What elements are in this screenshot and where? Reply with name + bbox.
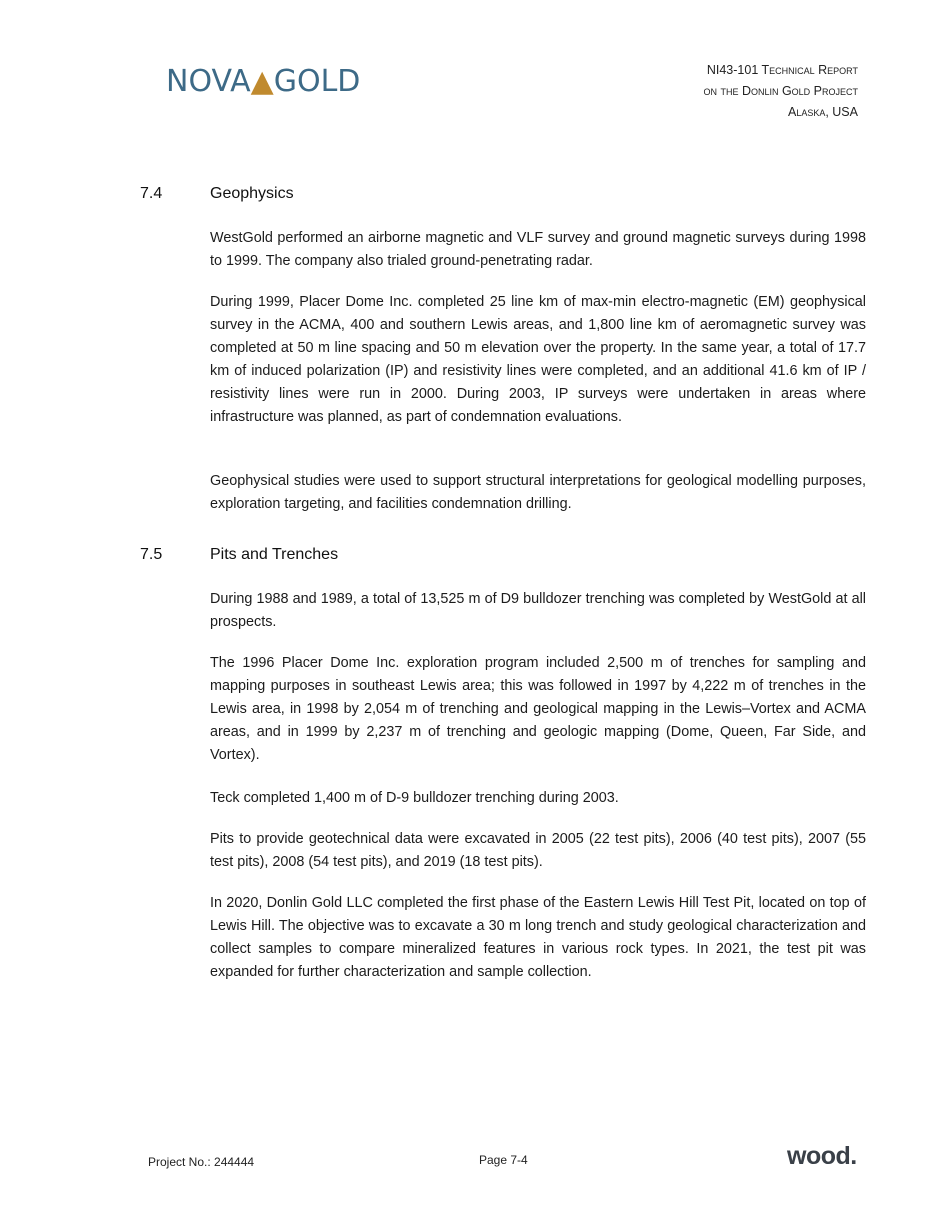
report-title [578,60,858,123]
logo-text-left: NOVA [166,64,251,99]
page-number: Page 7-4 [479,1153,528,1167]
report-title-line-2: on the Donlin Gold Project [703,84,858,98]
wood-logo: wood. [787,1142,857,1170]
project-number: Project No.: 244444 [148,1155,255,1169]
section-number: 7.5 [140,546,163,563]
section-title: Pits and Trenches [210,546,339,563]
paragraph: During 1988 and 1989, a total of 13,525 m of D9 bulldozer trenching was completed by WestGold at all prospects. [210,591,866,630]
paragraph: Geophysical studies were used to support structural interpretations for geological modelling purposes, exploration targeting, and facilities condemnation drilling. [210,473,866,512]
report-title-line-3: Alaska, USA [787,105,858,119]
logo-caret-icon: ▲ [250,64,274,99]
paragraph: During 1999, Placer Dome Inc. completed 25 line km of max-min electro-magnetic (EM) geophysical survey in the ACMA, 400 and southern Lewis areas, and 1,800 line km of aeromagnetic survey was completed at 50 m line spacing and 50 m elevation over the property. In the same year, a total of 17.7 km of induced polarization (IP) and resistivity lines were completed, and an additional 41.6 km of IP / resistivity lines were run in 2000. During 2003, IP surveys were undertaken in areas where infrastructure was planned, as part of condemnation evaluations. [210,294,866,425]
paragraph: WestGold performed an airborne magnetic and VLF survey and ground magnetic surveys during 1998 to 1999. The company also trialed ground-penetrating radar. [210,230,866,269]
section-number: 7.4 [140,185,163,202]
paragraph: Teck completed 1,400 m of D-9 bulldozer trenching during 2003. [210,790,619,806]
report-title-line-1: NI43-101 Technical Report [706,63,858,77]
paragraph: In 2020, Donlin Gold LLC completed the first phase of the Eastern Lewis Hill Test Pit, located on top of Lewis Hill. The objective was to excavate a 30 m long trench and study geological characterization and collect samples to compare mineralized features in various rock types. In 2021, the test pit was expanded for further characterization and sample collection. [210,895,866,980]
logo-text-right: GOLD [273,64,361,99]
novagold-logo [166,64,360,100]
section-title: Geophysics [210,185,294,202]
paragraph: Pits to provide geotechnical data were excavated in 2005 (22 test pits), 2006 (40 test pits), 2007 (55 test pits), 2008 (54 test pits), and 2019 (18 test pits). [210,831,866,870]
paragraph: The 1996 Placer Dome Inc. exploration program included 2,500 m of trenches for sampling and mapping purposes in southeast Lewis area; this was followed in 1997 by 4,222 m of trenches in the Lewis area, in 1998 by 2,054 m of trenching and geological mapping in the Lewis–Vortex and ACMA areas, and in 1999 by 2,237 m of trenching and geologic mapping (Dome, Queen, Far Side, and Vortex). [210,655,866,763]
